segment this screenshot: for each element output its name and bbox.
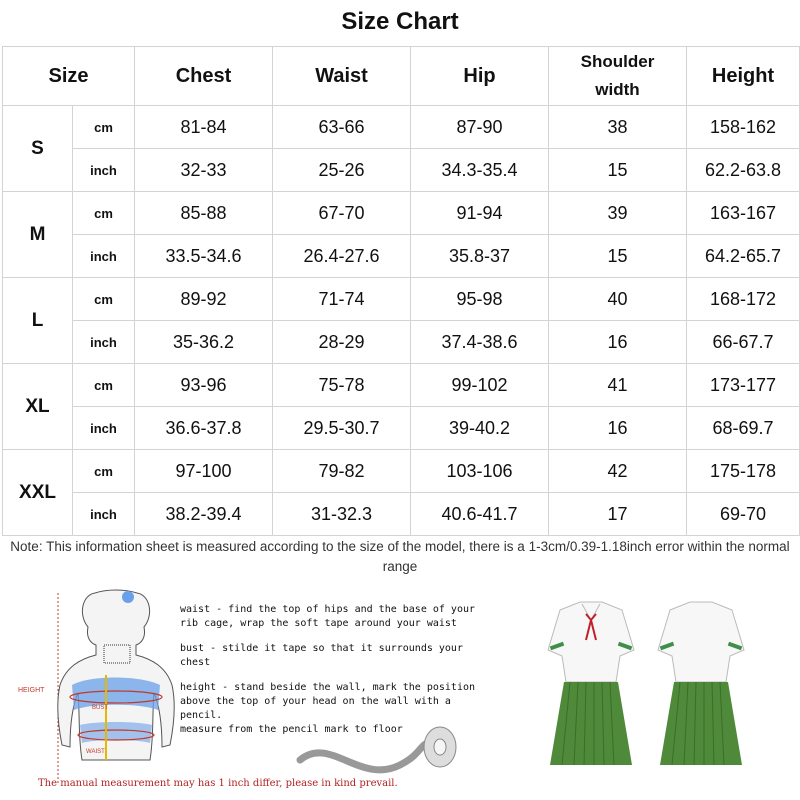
hip-cell: 40.6-41.7 bbox=[411, 493, 549, 536]
unit-label: cm bbox=[73, 106, 135, 149]
waist-cell: 29.5-30.7 bbox=[273, 407, 411, 450]
table-row bbox=[3, 192, 800, 235]
height-cell: 64.2-65.7 bbox=[687, 235, 800, 278]
chest-cell: 81-84 bbox=[135, 106, 273, 149]
shoulder-cell: 15 bbox=[549, 149, 687, 192]
size-table bbox=[2, 46, 800, 536]
uniform-front bbox=[548, 602, 634, 765]
shoulder-cell: 17 bbox=[549, 493, 687, 536]
header-shoulder-line2: width bbox=[595, 80, 640, 99]
chest-cell: 93-96 bbox=[135, 364, 273, 407]
measurement-note: Note: This information sheet is measured according to the size of the model, there is a 1-3cm/0.39-1.18inch error within the normal range bbox=[10, 539, 790, 574]
shoulder-cell: 41 bbox=[549, 364, 687, 407]
chest-cell: 36.6-37.8 bbox=[135, 407, 273, 450]
height-cell: 62.2-63.8 bbox=[687, 149, 800, 192]
waist-instruction: waist - find the top of hips and the base of your rib cage, wrap the soft tape around your waist bbox=[180, 604, 476, 629]
chest-cell: 85-88 bbox=[135, 192, 273, 235]
size-label: XL bbox=[3, 364, 73, 450]
waist-cell: 31-32.3 bbox=[273, 493, 411, 536]
bust-instruction: bust - stilde it tape so that it surrounds your chest bbox=[180, 643, 463, 668]
hip-cell: 37.4-38.6 bbox=[411, 321, 549, 364]
hip-cell: 91-94 bbox=[411, 192, 549, 235]
header-height: Height bbox=[687, 47, 800, 106]
height-cell: 68-69.7 bbox=[687, 407, 800, 450]
unit-label: cm bbox=[73, 192, 135, 235]
measurement-disclaimer: The manual measurement may has 1 inch differ, please in kind prevail. bbox=[38, 778, 398, 789]
height-cell: 69-70 bbox=[687, 493, 800, 536]
header-shoulder-line1: Shoulder bbox=[580, 52, 655, 71]
front-skirt bbox=[550, 682, 632, 765]
table-row bbox=[3, 450, 800, 493]
height-label: HEIGHT bbox=[18, 687, 45, 694]
chest-cell: 33.5-34.6 bbox=[135, 235, 273, 278]
table-row bbox=[3, 106, 800, 149]
hip-cell: 39-40.2 bbox=[411, 407, 549, 450]
unit-label: inch bbox=[73, 149, 135, 192]
hair-clip-icon bbox=[122, 591, 134, 603]
waist-cell: 28-29 bbox=[273, 321, 411, 364]
table-row bbox=[3, 364, 800, 407]
height-cell: 163-167 bbox=[687, 192, 800, 235]
chest-cell: 97-100 bbox=[135, 450, 273, 493]
waist-cell: 71-74 bbox=[273, 278, 411, 321]
waist-cell: 63-66 bbox=[273, 106, 411, 149]
waist-cell: 67-70 bbox=[273, 192, 411, 235]
waist-cell: 25-26 bbox=[273, 149, 411, 192]
table-row bbox=[3, 278, 800, 321]
header-shoulder bbox=[549, 47, 687, 106]
hip-cell: 95-98 bbox=[411, 278, 549, 321]
unit-label: inch bbox=[73, 493, 135, 536]
shoulder-cell: 42 bbox=[549, 450, 687, 493]
bust-label: BUST bbox=[92, 705, 109, 711]
unit-label: cm bbox=[73, 364, 135, 407]
shoulder-cell: 38 bbox=[549, 106, 687, 149]
shoulder-cell: 16 bbox=[549, 321, 687, 364]
table-row bbox=[3, 493, 800, 536]
unit-label: cm bbox=[73, 278, 135, 321]
table-row bbox=[3, 149, 800, 192]
waist-cell: 75-78 bbox=[273, 364, 411, 407]
height-cell: 168-172 bbox=[687, 278, 800, 321]
size-label: XXL bbox=[3, 450, 73, 536]
table-row bbox=[3, 321, 800, 364]
size-label: L bbox=[3, 278, 73, 364]
waist-label: WAIST bbox=[86, 749, 105, 755]
table-row bbox=[3, 235, 800, 278]
uniform-back bbox=[658, 602, 744, 765]
shoulder-cell: 16 bbox=[549, 407, 687, 450]
size-label: S bbox=[3, 106, 73, 192]
chest-cell: 38.2-39.4 bbox=[135, 493, 273, 536]
unit-label: inch bbox=[73, 321, 135, 364]
header-chest: Chest bbox=[135, 47, 273, 106]
hip-cell: 103-106 bbox=[411, 450, 549, 493]
header-row bbox=[3, 47, 800, 106]
shoulder-cell: 15 bbox=[549, 235, 687, 278]
height-cell: 175-178 bbox=[687, 450, 800, 493]
uniform-product-image bbox=[530, 590, 800, 800]
measurement-instructions bbox=[180, 603, 480, 748]
table-row bbox=[3, 407, 800, 450]
hip-cell: 99-102 bbox=[411, 364, 549, 407]
back-skirt bbox=[660, 682, 742, 765]
unit-label: cm bbox=[73, 450, 135, 493]
height-instruction: height - stand beside the wall, mark the position above the top of your head on the wall with a pencil. measure from the pencil mark to floor bbox=[180, 682, 476, 735]
unit-label: inch bbox=[73, 235, 135, 278]
hip-cell: 34.3-35.4 bbox=[411, 149, 549, 192]
chest-cell: 35-36.2 bbox=[135, 321, 273, 364]
chest-cell: 89-92 bbox=[135, 278, 273, 321]
chest-cell: 32-33 bbox=[135, 149, 273, 192]
chart-title: Size Chart bbox=[341, 8, 459, 35]
waist-cell: 26.4-27.6 bbox=[273, 235, 411, 278]
height-cell: 158-162 bbox=[687, 106, 800, 149]
size-label: M bbox=[3, 192, 73, 278]
hip-cell: 87-90 bbox=[411, 106, 549, 149]
height-cell: 173-177 bbox=[687, 364, 800, 407]
header-hip: Hip bbox=[411, 47, 549, 106]
waist-cell: 79-82 bbox=[273, 450, 411, 493]
header-size: Size bbox=[3, 47, 135, 106]
shoulder-cell: 39 bbox=[549, 192, 687, 235]
header-waist: Waist bbox=[273, 47, 411, 106]
shoulder-cell: 40 bbox=[549, 278, 687, 321]
unit-label: inch bbox=[73, 407, 135, 450]
height-cell: 66-67.7 bbox=[687, 321, 800, 364]
hip-cell: 35.8-37 bbox=[411, 235, 549, 278]
